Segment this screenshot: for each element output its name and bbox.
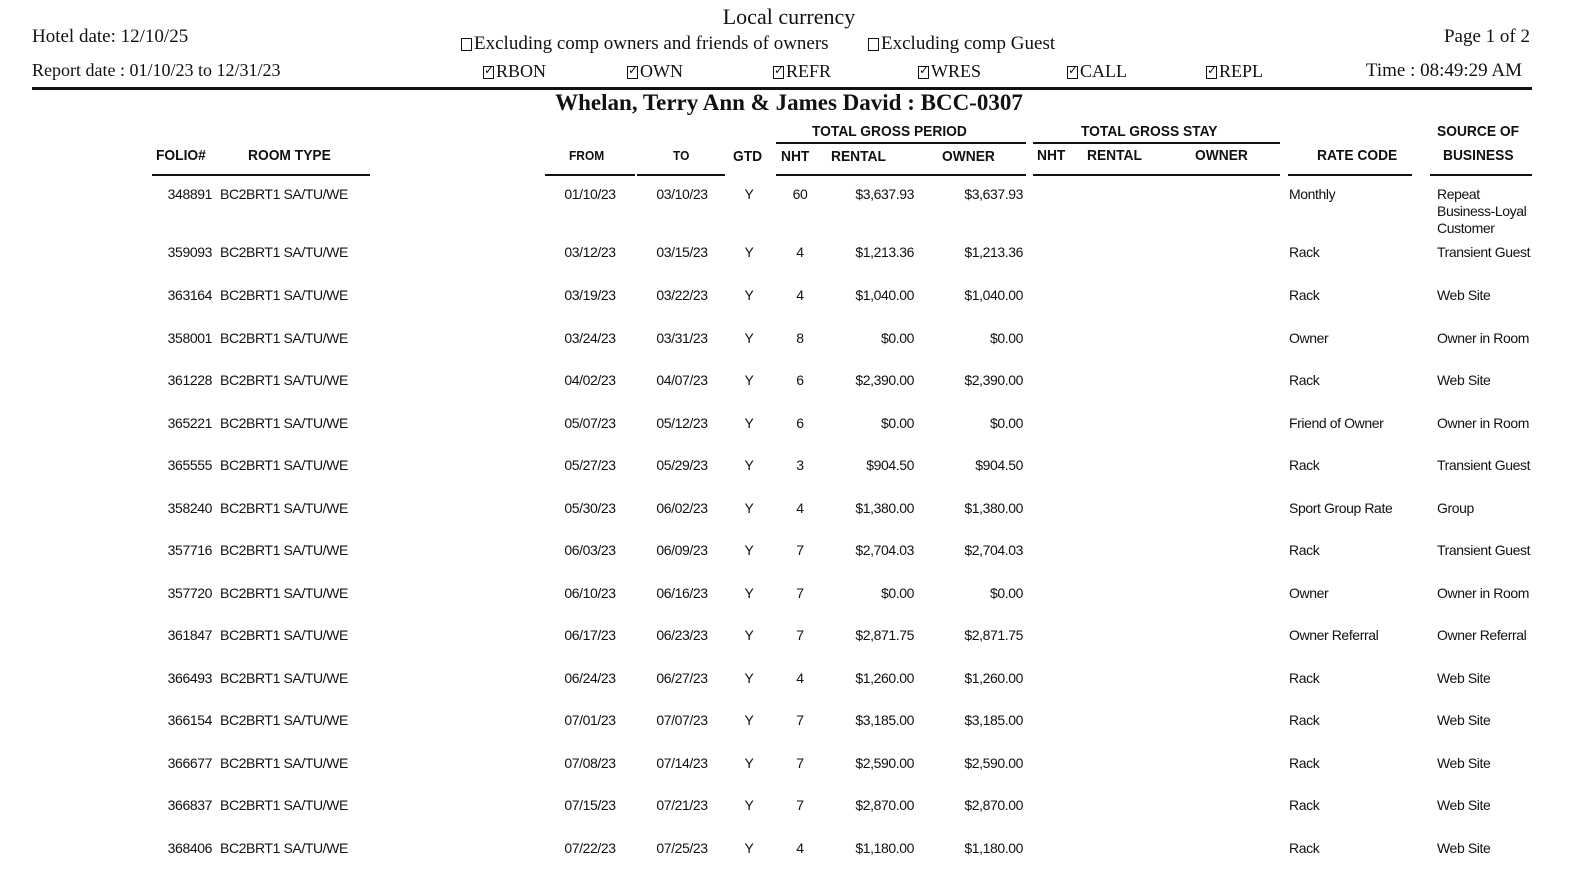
cell-rate-code: Rack: [1289, 542, 1320, 558]
report-time: Time : 08:49:29 AM: [1365, 60, 1522, 81]
cell-folio: 366677: [167, 755, 212, 771]
cell-folio: 368406: [167, 840, 212, 856]
cell-gtd: Y: [744, 712, 754, 728]
exclude-guest-option: [868, 33, 1055, 55]
cell-from: 06/17/23: [564, 627, 616, 643]
cell-gtd: Y: [744, 627, 754, 643]
cell-rate-code: Friend of Owner: [1289, 415, 1384, 431]
cell-gtd: Y: [744, 330, 754, 346]
cell-gtd: Y: [744, 186, 754, 202]
cell-gtd: Y: [744, 755, 754, 771]
cell-folio: 361847: [167, 627, 212, 643]
cell-rental: $904.50: [866, 457, 914, 473]
underline-folio-room: [152, 174, 370, 176]
col-to: TO: [673, 148, 690, 163]
cell-nht: 6: [796, 415, 804, 431]
cell-rental: $1,180.00: [855, 840, 914, 856]
cell-folio: 365555: [167, 457, 212, 473]
cell-room-type: BC2BRT1 SA/TU/WE: [220, 840, 348, 856]
cell-rental: $3,185.00: [855, 712, 914, 728]
cell-owner: $2,870.00: [964, 797, 1023, 813]
cell-room-type: BC2BRT1 SA/TU/WE: [220, 542, 348, 558]
cell-to: 06/27/23: [656, 670, 708, 686]
col-rental: RENTAL: [831, 148, 886, 165]
cell-nht: 7: [796, 797, 804, 813]
cell-owner: $0.00: [989, 330, 1023, 346]
cell-rental: $0.00: [880, 330, 914, 346]
filter-checkbox: [918, 66, 929, 79]
filter-checkbox: [627, 66, 638, 79]
underline-from: [545, 174, 635, 176]
cell-folio: 357720: [167, 585, 212, 601]
filter-2: [773, 61, 831, 82]
cell-rental: $0.00: [880, 585, 914, 601]
cell-folio: 366154: [167, 712, 212, 728]
cell-from: 06/24/23: [564, 670, 616, 686]
cell-source: Repeat Business-Loyal Customer: [1437, 186, 1527, 236]
cell-owner: $0.00: [989, 415, 1023, 431]
filter-label: WRES: [931, 61, 982, 81]
cell-room-type: BC2BRT1 SA/TU/WE: [220, 287, 348, 303]
cell-gtd: Y: [744, 415, 754, 431]
underline-period-group: [776, 142, 1026, 144]
col-rate-code: RATE CODE: [1317, 147, 1398, 164]
col-owner: OWNER: [942, 148, 995, 165]
underline-period-cols: [776, 174, 1026, 176]
cell-owner: $2,590.00: [964, 755, 1023, 771]
cell-rate-code: Owner: [1289, 330, 1329, 346]
cell-rental: $2,704.03: [855, 542, 914, 558]
cell-room-type: BC2BRT1 SA/TU/WE: [220, 755, 348, 771]
filter-label: OWN: [640, 61, 683, 81]
cell-source: Web Site: [1437, 755, 1491, 771]
col-folio: FOLIO#: [156, 147, 206, 164]
cell-owner: $3,637.93: [964, 186, 1023, 202]
cell-from: 05/07/23: [564, 415, 616, 431]
cell-rental: $1,380.00: [855, 500, 914, 516]
cell-owner: $904.50: [975, 457, 1023, 473]
exclude-guest-checkbox: [868, 38, 879, 51]
cell-gtd: Y: [744, 287, 754, 303]
cell-source: Owner in Room: [1437, 585, 1530, 601]
cell-to: 05/12/23: [656, 415, 708, 431]
cell-source: Group: [1437, 500, 1474, 516]
cell-to: 07/25/23: [656, 840, 708, 856]
cell-source: Web Site: [1437, 287, 1491, 303]
cell-folio: 366493: [167, 670, 212, 686]
filter-checkbox: [1067, 66, 1078, 79]
cell-folio: 363164: [167, 287, 212, 303]
col-stay-owner: OWNER: [1195, 147, 1248, 164]
cell-room-type: BC2BRT1 SA/TU/WE: [220, 500, 348, 516]
cell-from: 06/03/23: [564, 542, 616, 558]
cell-rate-code: Rack: [1289, 244, 1320, 260]
cell-room-type: BC2BRT1 SA/TU/WE: [220, 372, 348, 388]
cell-gtd: Y: [744, 457, 754, 473]
cell-to: 06/16/23: [656, 585, 708, 601]
cell-source: Owner Referral: [1437, 627, 1527, 643]
filter-checkbox: [773, 66, 784, 79]
cell-rate-code: Rack: [1289, 287, 1320, 303]
cell-rate-code: Monthly: [1289, 186, 1336, 202]
cell-to: 07/14/23: [656, 755, 708, 771]
col-source-line1: SOURCE OF: [1437, 123, 1520, 140]
cell-source: Web Site: [1437, 840, 1491, 856]
cell-rental: $2,590.00: [855, 755, 914, 771]
cell-nht: 7: [796, 585, 804, 601]
underline-stay-cols: [1033, 174, 1280, 176]
cell-from: 04/02/23: [564, 372, 616, 388]
cell-rental: $0.00: [880, 415, 914, 431]
cell-source: Web Site: [1437, 797, 1491, 813]
cell-room-type: BC2BRT1 SA/TU/WE: [220, 585, 348, 601]
cell-to: 03/22/23: [656, 287, 708, 303]
cell-source: Transient Guest: [1437, 457, 1531, 473]
cell-owner: $1,180.00: [964, 840, 1023, 856]
cell-from: 07/08/23: [564, 755, 616, 771]
cell-from: 03/24/23: [564, 330, 616, 346]
col-gtd: GTD: [733, 148, 763, 165]
cell-nht: 6: [796, 372, 804, 388]
cell-rate-code: Rack: [1289, 797, 1320, 813]
cell-nht: 7: [796, 627, 804, 643]
cell-rental: $1,260.00: [855, 670, 914, 686]
cell-to: 03/15/23: [656, 244, 708, 260]
underline-stay-group: [1033, 142, 1280, 144]
cell-to: 04/07/23: [656, 372, 708, 388]
cell-to: 03/10/23: [656, 186, 708, 202]
cell-rental: $2,871.75: [855, 627, 914, 643]
cell-room-type: BC2BRT1 SA/TU/WE: [220, 186, 348, 202]
cell-source: Transient Guest: [1437, 244, 1531, 260]
underline-rate-code: [1288, 174, 1412, 176]
cell-folio: 365221: [167, 415, 212, 431]
cell-to: 06/23/23: [656, 627, 708, 643]
underline-to: [637, 174, 725, 176]
cell-gtd: Y: [744, 840, 754, 856]
cell-nht: 3: [796, 457, 804, 473]
underline-source: [1430, 174, 1532, 176]
cell-nht: 4: [796, 287, 804, 303]
cell-rental: $2,390.00: [855, 372, 914, 388]
cell-source: Web Site: [1437, 372, 1491, 388]
cell-nht: 7: [796, 712, 804, 728]
cell-source: Transient Guest: [1437, 542, 1531, 558]
cell-gtd: Y: [744, 244, 754, 260]
cell-owner: $1,213.36: [964, 244, 1023, 260]
report-title: Local currency: [722, 4, 856, 29]
cell-owner: $3,185.00: [964, 712, 1023, 728]
cell-to: 05/29/23: [656, 457, 708, 473]
cell-owner: $2,390.00: [964, 372, 1023, 388]
cell-from: 05/30/23: [564, 500, 616, 516]
hotel-date: Hotel date: 12/10/25: [32, 26, 189, 47]
report-date: Report date : 01/10/23 to 12/31/23: [32, 60, 281, 80]
cell-nht: 60: [792, 186, 808, 202]
cell-rental: $3,637.93: [855, 186, 914, 202]
filter-3: [918, 61, 981, 82]
cell-room-type: BC2BRT1 SA/TU/WE: [220, 457, 348, 473]
cell-source: Owner in Room: [1437, 330, 1530, 346]
filter-label: CALL: [1080, 61, 1127, 81]
exclude-owners-label: Excluding comp owners and friends of owners: [474, 33, 829, 54]
cell-gtd: Y: [744, 500, 754, 516]
cell-from: 07/22/23: [564, 840, 616, 856]
filter-checkbox: [1206, 66, 1217, 79]
cell-to: 06/09/23: [656, 542, 708, 558]
cell-rate-code: Rack: [1289, 840, 1320, 856]
cell-source: Owner in Room: [1437, 415, 1530, 431]
cell-source: Web Site: [1437, 670, 1491, 686]
cell-rental: $1,213.36: [855, 244, 914, 260]
cell-owner: $1,260.00: [964, 670, 1023, 686]
cell-rental: $1,040.00: [855, 287, 914, 303]
cell-from: 06/10/23: [564, 585, 616, 601]
filter-label: REFR: [786, 61, 832, 81]
cell-from: 07/01/23: [564, 712, 616, 728]
cell-gtd: Y: [744, 670, 754, 686]
cell-rental: $2,870.00: [855, 797, 914, 813]
cell-nht: 4: [796, 840, 804, 856]
filter-4: [1067, 61, 1127, 82]
exclude-guest-label: Excluding comp Guest: [881, 33, 1056, 54]
cell-folio: 361228: [167, 372, 212, 388]
filter-label: RBON: [496, 61, 547, 81]
cell-to: 07/21/23: [656, 797, 708, 813]
cell-from: 03/19/23: [564, 287, 616, 303]
cell-owner: $2,871.75: [964, 627, 1023, 643]
cell-nht: 7: [796, 542, 804, 558]
col-stay-nht: NHT: [1037, 147, 1066, 164]
cell-from: 01/10/23: [564, 186, 616, 202]
cell-nht: 4: [796, 670, 804, 686]
cell-owner: $1,380.00: [964, 500, 1023, 516]
cell-nht: 7: [796, 755, 804, 771]
owner-title: Whelan, Terry Ann & James David : BCC-0307: [555, 90, 1023, 115]
filter-5: [1206, 61, 1263, 82]
cell-owner: $2,704.03: [964, 542, 1023, 558]
cell-rate-code: Rack: [1289, 372, 1320, 388]
cell-rate-code: Rack: [1289, 755, 1320, 771]
page-number: Page 1 of 2: [1443, 26, 1530, 47]
cell-rate-code: Owner Referral: [1289, 627, 1379, 643]
col-source-line2: BUSINESS: [1443, 147, 1514, 164]
cell-folio: 358240: [167, 500, 212, 516]
cell-room-type: BC2BRT1 SA/TU/WE: [220, 797, 348, 813]
col-stay-group: TOTAL GROSS STAY: [1081, 123, 1218, 140]
cell-to: 07/07/23: [656, 712, 708, 728]
cell-folio: 359093: [167, 244, 212, 260]
cell-room-type: BC2BRT1 SA/TU/WE: [220, 670, 348, 686]
cell-owner: $1,040.00: [964, 287, 1023, 303]
cell-rate-code: Owner: [1289, 585, 1329, 601]
filter-label: REPL: [1219, 61, 1264, 81]
cell-gtd: Y: [744, 372, 754, 388]
cell-folio: 358001: [167, 330, 212, 346]
cell-folio: 357716: [167, 542, 212, 558]
filter-0: [483, 61, 546, 82]
cell-from: 07/15/23: [564, 797, 616, 813]
filter-checkbox: [483, 66, 494, 79]
cell-gtd: Y: [744, 542, 754, 558]
cell-rate-code: Rack: [1289, 712, 1320, 728]
exclude-owners-option: [461, 33, 829, 55]
col-from: FROM: [569, 148, 605, 163]
cell-rate-code: Rack: [1289, 670, 1320, 686]
cell-nht: 4: [796, 244, 804, 260]
cell-room-type: BC2BRT1 SA/TU/WE: [220, 244, 348, 260]
cell-rate-code: Rack: [1289, 457, 1320, 473]
cell-room-type: BC2BRT1 SA/TU/WE: [220, 712, 348, 728]
cell-gtd: Y: [744, 797, 754, 813]
cell-folio: 348891: [167, 186, 212, 202]
cell-from: 05/27/23: [564, 457, 616, 473]
cell-gtd: Y: [744, 585, 754, 601]
cell-nht: 4: [796, 500, 804, 516]
col-period-group: TOTAL GROSS PERIOD: [812, 123, 967, 140]
cell-room-type: BC2BRT1 SA/TU/WE: [220, 627, 348, 643]
cell-nht: 8: [796, 330, 804, 346]
col-stay-rental: RENTAL: [1087, 147, 1142, 164]
cell-rate-code: Sport Group Rate: [1289, 500, 1393, 516]
cell-owner: $0.00: [989, 585, 1023, 601]
cell-room-type: BC2BRT1 SA/TU/WE: [220, 415, 348, 431]
col-nht: NHT: [781, 148, 810, 165]
cell-room-type: BC2BRT1 SA/TU/WE: [220, 330, 348, 346]
cell-folio: 366837: [167, 797, 212, 813]
cell-to: 03/31/23: [656, 330, 708, 346]
exclude-owners-checkbox: [461, 38, 472, 51]
cell-from: 03/12/23: [564, 244, 616, 260]
cell-to: 06/02/23: [656, 500, 708, 516]
filter-1: [627, 61, 683, 82]
cell-source: Web Site: [1437, 712, 1491, 728]
col-room-type: ROOM TYPE: [248, 147, 331, 164]
